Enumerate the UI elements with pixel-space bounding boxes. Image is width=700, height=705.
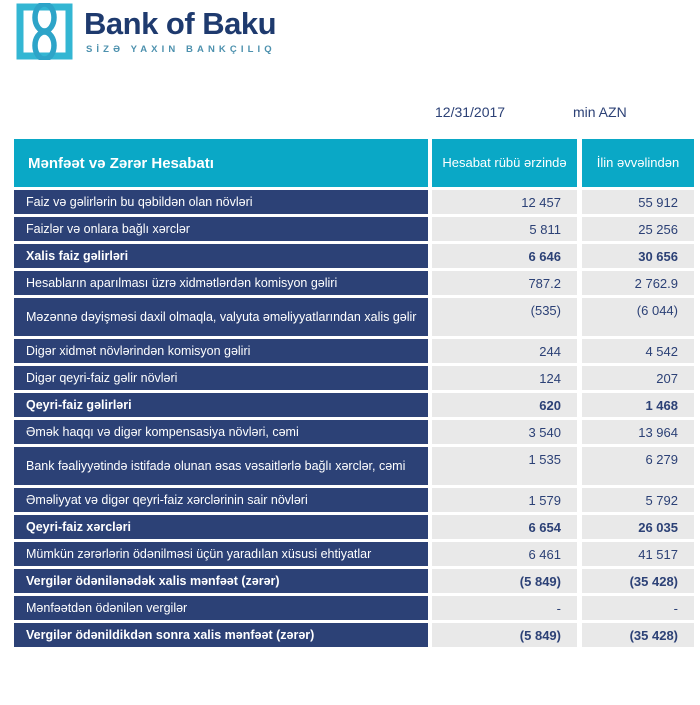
- table-header-row: [14, 139, 694, 187]
- value-quarter: (535): [432, 298, 577, 336]
- value-quarter: 3 540: [432, 420, 577, 444]
- value-quarter: (5 849): [432, 569, 577, 593]
- table-row: [14, 298, 694, 336]
- table-row: [14, 515, 694, 539]
- value-ytd: 41 517: [582, 542, 694, 566]
- value-quarter: 1 535: [432, 447, 577, 485]
- row-label: Əmək haqqı və digər kompensasiya növləri, cəmi: [14, 420, 428, 444]
- brand-name: Bank of Baku: [84, 6, 277, 41]
- table-row: [14, 366, 694, 390]
- value-ytd: 26 035: [582, 515, 694, 539]
- bank-logo-chain-icon: [16, 3, 73, 60]
- table-row: [14, 244, 694, 268]
- currency-unit: min AZN: [573, 104, 627, 120]
- value-ytd: 5 792: [582, 488, 694, 512]
- table-row: [14, 339, 694, 363]
- row-label: Qeyri-faiz gəlirləri: [14, 393, 428, 417]
- value-ytd: 55 912: [582, 190, 694, 214]
- value-ytd: (35 428): [582, 569, 694, 593]
- row-label: Digər xidmət növlərindən komisyon gəliri: [14, 339, 428, 363]
- table-row: [14, 217, 694, 241]
- table-row: [14, 542, 694, 566]
- value-quarter: -: [432, 596, 577, 620]
- value-quarter: 1 579: [432, 488, 577, 512]
- value-ytd: 6 279: [582, 447, 694, 485]
- value-quarter: 244: [432, 339, 577, 363]
- row-label: Mənfəətdən ödənilən vergilər: [14, 596, 428, 620]
- value-quarter: 5 811: [432, 217, 577, 241]
- value-quarter: 787.2: [432, 271, 577, 295]
- value-ytd: 13 964: [582, 420, 694, 444]
- value-quarter: 6 654: [432, 515, 577, 539]
- table-title: Mənfəət və Zərər Hesabatı: [14, 139, 428, 187]
- value-quarter: 620: [432, 393, 577, 417]
- table-row: [14, 271, 694, 295]
- row-label: Faiz və gəlirlərin bu qəbildən olan növləri: [14, 190, 428, 214]
- value-quarter: 12 457: [432, 190, 577, 214]
- row-label: Bank fəaliyyətində istifadə olunan əsas vəsaitlərlə bağlı xərclər, cəmi: [14, 447, 428, 485]
- value-ytd: 207: [582, 366, 694, 390]
- value-ytd: (35 428): [582, 623, 694, 647]
- value-quarter: 6 461: [432, 542, 577, 566]
- value-ytd: 1 468: [582, 393, 694, 417]
- row-label: Mümkün zərərlərin ödənilməsi üçün yaradılan xüsusi ehtiyatlar: [14, 542, 428, 566]
- value-ytd: 30 656: [582, 244, 694, 268]
- value-quarter: 6 646: [432, 244, 577, 268]
- table-row: [14, 447, 694, 485]
- row-label: Məzənnə dəyişməsi daxil olmaqla, valyuta əməliyyatlarından xalis gəlir: [14, 298, 428, 336]
- table-body: [14, 190, 694, 647]
- row-label: Xalis faiz gəlirləri: [14, 244, 428, 268]
- table-row: [14, 596, 694, 620]
- row-label: Əməliyyat və digər qeyri-faiz xərclərinin sair növləri: [14, 488, 428, 512]
- value-ytd: -: [582, 596, 694, 620]
- brand-tagline: SİZƏ YAXIN BANKÇILIQ: [86, 44, 276, 55]
- row-label: Vergilər ödənilənədək xalis mənfəət (zərər): [14, 569, 428, 593]
- value-ytd: 25 256: [582, 217, 694, 241]
- column-header-quarter: Hesabat rübü ərzində: [432, 139, 577, 187]
- value-ytd: 4 542: [582, 339, 694, 363]
- column-header-ytd: İlin əvvəlindən: [582, 139, 694, 187]
- profit-loss-table: [14, 139, 694, 647]
- table-row: [14, 623, 694, 647]
- table-row: [14, 488, 694, 512]
- table-row: [14, 569, 694, 593]
- row-label: Faizlər və onlara bağlı xərclər: [14, 217, 428, 241]
- row-label: Hesabların aparılması üzrə xidmətlərdən komisyon gəliri: [14, 271, 428, 295]
- row-label: Digər qeyri-faiz gəlir növləri: [14, 366, 428, 390]
- table-row: [14, 393, 694, 417]
- value-ytd: (6 044): [582, 298, 694, 336]
- table-row: [14, 190, 694, 214]
- report-date: 12/31/2017: [435, 104, 506, 120]
- value-quarter: 124: [432, 366, 577, 390]
- value-ytd: 2 762.9: [582, 271, 694, 295]
- row-label: Qeyri-faiz xərcləri: [14, 515, 428, 539]
- row-label: Vergilər ödənildikdən sonra xalis mənfəət (zərər): [14, 623, 428, 647]
- table-row: [14, 420, 694, 444]
- value-quarter: (5 849): [432, 623, 577, 647]
